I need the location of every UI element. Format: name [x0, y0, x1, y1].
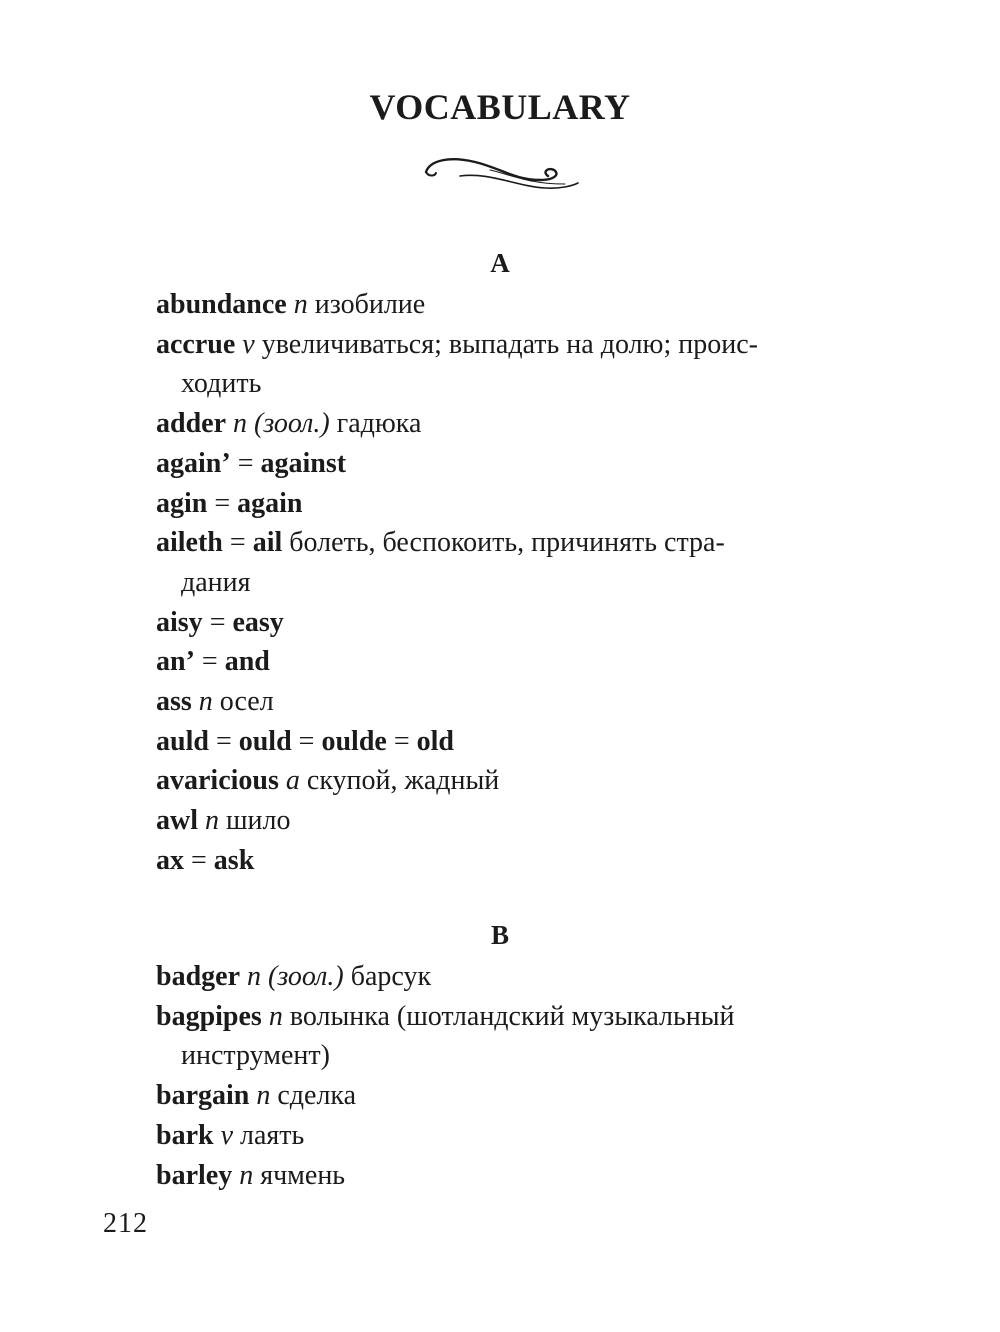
entry-again-apostrophe: again’ = against — [156, 447, 347, 479]
entry-agin: agin = again — [156, 487, 303, 519]
entries-list-a — [156, 285, 856, 881]
entry-an-apostrophe: an’ = and — [156, 646, 270, 678]
entry-bargain: bargain n сделка — [156, 1080, 357, 1112]
entry-aisy: aisy = easy — [156, 606, 284, 638]
entry-barley: barley n ячмень — [156, 1159, 346, 1191]
entry-ax: ax = ask — [156, 844, 255, 876]
entry-ass: ass n осел — [156, 686, 274, 718]
section-letter-a: A — [490, 248, 510, 278]
page-number: 212 — [103, 1208, 148, 1239]
entry-avaricious: avaricious a скупой, жадный — [156, 765, 500, 797]
section-letter-b: B — [490, 920, 509, 950]
entry-auld: auld = ould = oulde = old — [156, 725, 454, 757]
entry-awl: awl n шило — [156, 805, 291, 837]
entry-bark: bark v лаять — [156, 1119, 305, 1151]
entries-list-b — [156, 957, 856, 1195]
entry-adder: adder n (зоол.) гадюка — [156, 408, 422, 440]
entry-bagpipes: bagpipes n волынка (шотландский музыкальный инструмент) — [156, 1000, 735, 1072]
entry-abundance: abundance n изобилие — [156, 289, 426, 320]
entry-accrue: accrue v увеличиваться; выпадать на долю; проис- ходить — [156, 328, 758, 400]
page-title: VOCABULARY — [369, 87, 631, 127]
entry-aileth: aileth = ail болеть, беспокоить, причинять стра- дания — [156, 527, 725, 598]
flourish-ornament-icon — [420, 150, 585, 198]
entry-badger: badger n (зоол.) барсук — [156, 961, 432, 992]
